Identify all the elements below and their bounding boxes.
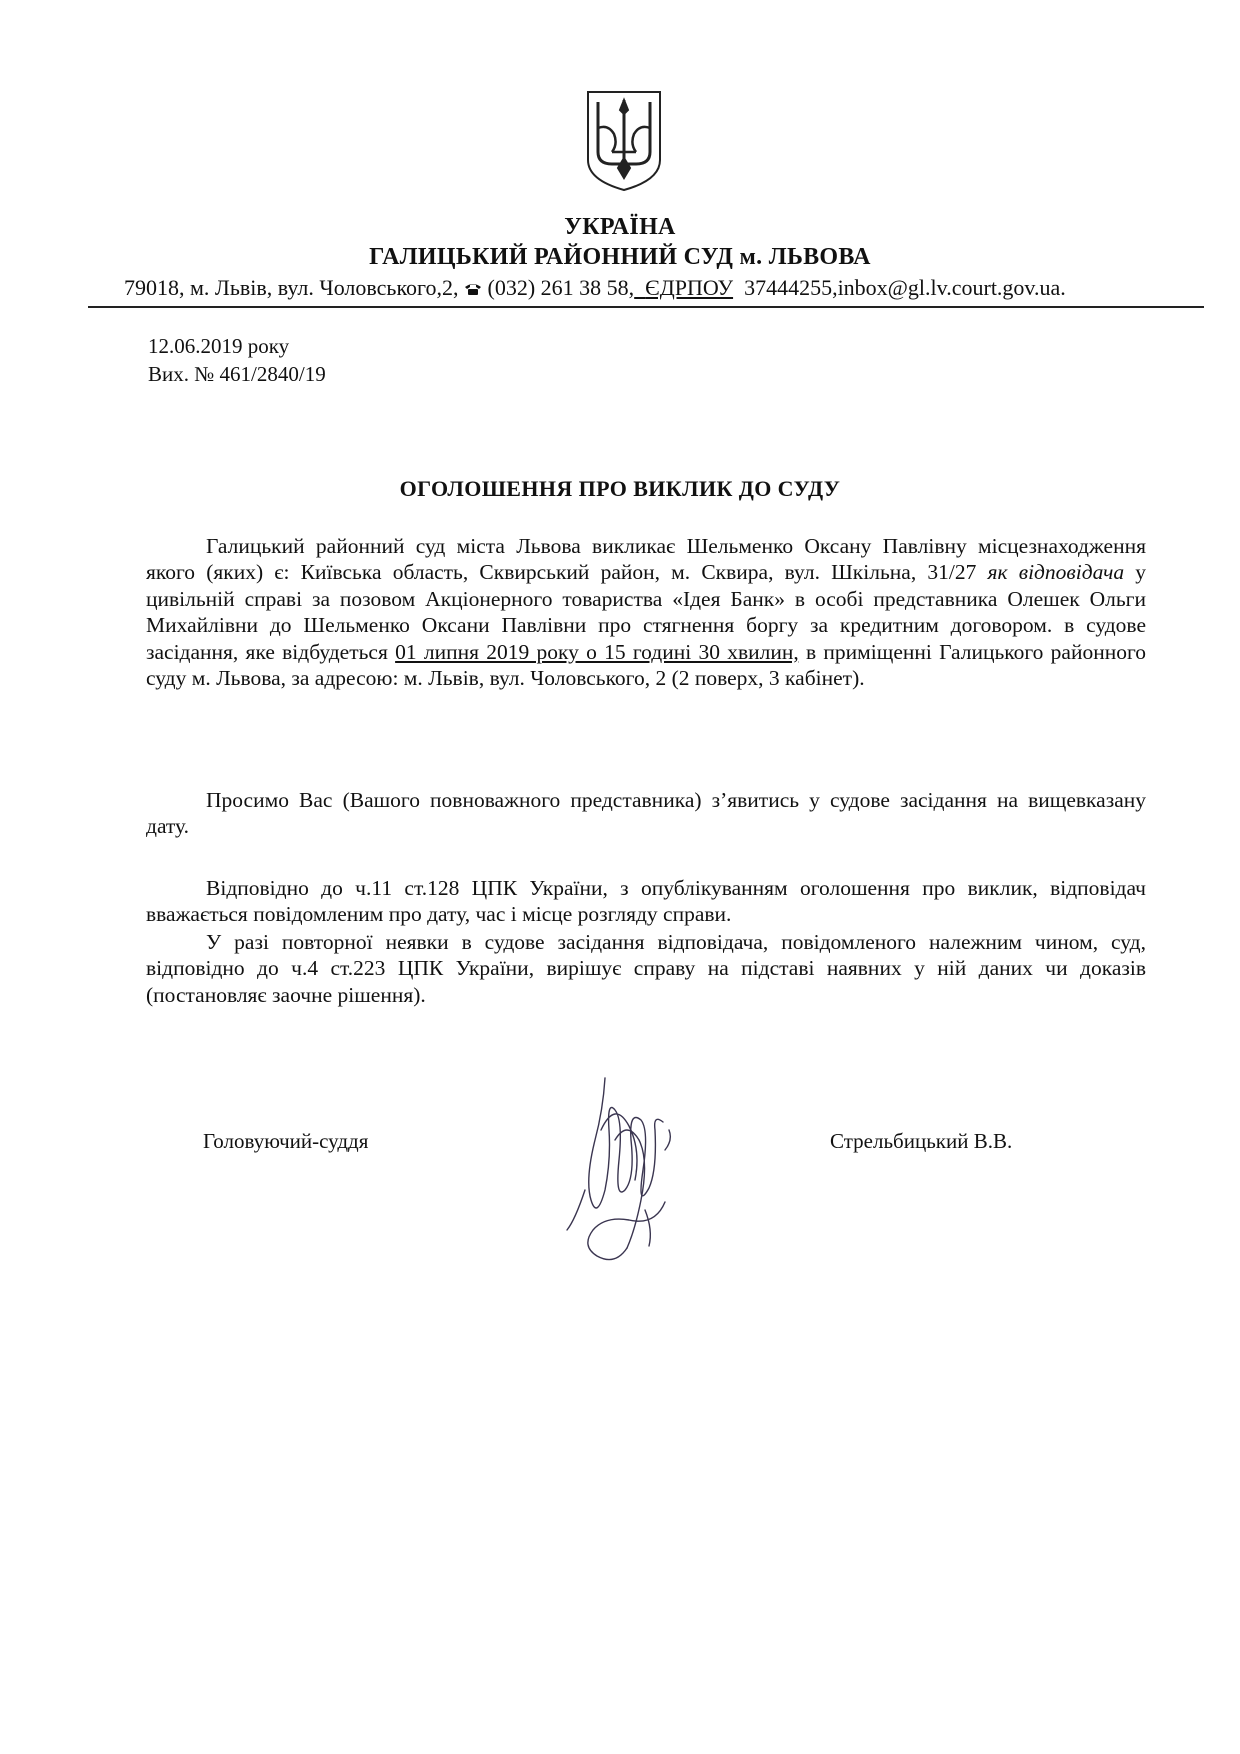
summons-text-part: у цивільній справі за позовом Акціонерного товариства «Ідея Банк» в особі представника Олешек Ольги Михайлівни до Шельменко Оксани Павлівни про стягнення боргу за кредитним договором. в судове засідання, яке відбудеться bbox=[146, 560, 1147, 664]
request-paragraph: Просимо Вас (Вашого повноважного представника) з’явитись у судове засідання на вищевказану дату. bbox=[146, 788, 1146, 839]
judge-role: Головуючий-суддя bbox=[203, 1129, 369, 1153]
handwritten-signature bbox=[545, 1070, 715, 1270]
court-heading: ГАЛИЦЬКИЙ РАЙОННИЙ СУД м. ЛЬВОВА bbox=[369, 244, 871, 270]
country-heading: УКРАЇНА bbox=[564, 214, 676, 240]
summons-text-part: Галицький районний суд міста Львова викликає Шельменко Оксану Павлівну місцезнаходження якого (яких) є: Київська область, Сквирський район, м. Сквира, вул. Шкільна, 31/27 bbox=[146, 534, 1146, 585]
edrpou-label: ЄДРПОУ bbox=[645, 275, 734, 300]
judge-name: Стрельбицький В.В. bbox=[830, 1129, 1013, 1153]
phone-number: (032) 261 38 58, bbox=[487, 275, 635, 300]
summons-text-part: в приміщенні Галицького районного суду м. Львова, за адресою: м. Львів, вул. Чоловського, 2 (2 поверх, 3 кабінет). bbox=[146, 639, 1146, 691]
court-address-line bbox=[88, 272, 1204, 308]
street-address: 79018, м. Львів, вул. Чоловського,2, bbox=[124, 275, 459, 300]
trident-coat-of-arms-icon bbox=[584, 88, 664, 194]
document-date: 12.06.2019 року bbox=[148, 334, 290, 358]
document-title: ОГОЛОШЕННЯ ПРО ВИКЛИК ДО СУДУ bbox=[399, 476, 841, 501]
default-judgment-paragraph: У разі повторної неявки в судове засідання відповідача, повідомленого належним чином, суд, відповідно до ч.4 ст.223 ЦПК України, вирішує справу на підставі наявних у ній даних чи доказів (постановляє заочне рішення). bbox=[146, 930, 1146, 1007]
telephone-icon bbox=[464, 282, 482, 296]
outgoing-number: Вих. № 461/2840/19 bbox=[148, 362, 326, 386]
notification-paragraph: Відповідно до ч.11 ст.128 ЦПК України, з опублікуванням оголошення про виклик, відповідач вважається повідомленим про дату, час і місце розгляду справи. bbox=[146, 876, 1146, 927]
hearing-datetime: 01 липня 2019 року о 15 годині 30 хвилин, bbox=[395, 639, 799, 664]
defendant-role: як відповідача bbox=[987, 560, 1125, 585]
summons-paragraph bbox=[146, 533, 1146, 691]
court-address bbox=[124, 275, 1066, 301]
edrpou-and-email: 37444255,inbox@gl.lv.court.gov.ua. bbox=[744, 275, 1066, 300]
